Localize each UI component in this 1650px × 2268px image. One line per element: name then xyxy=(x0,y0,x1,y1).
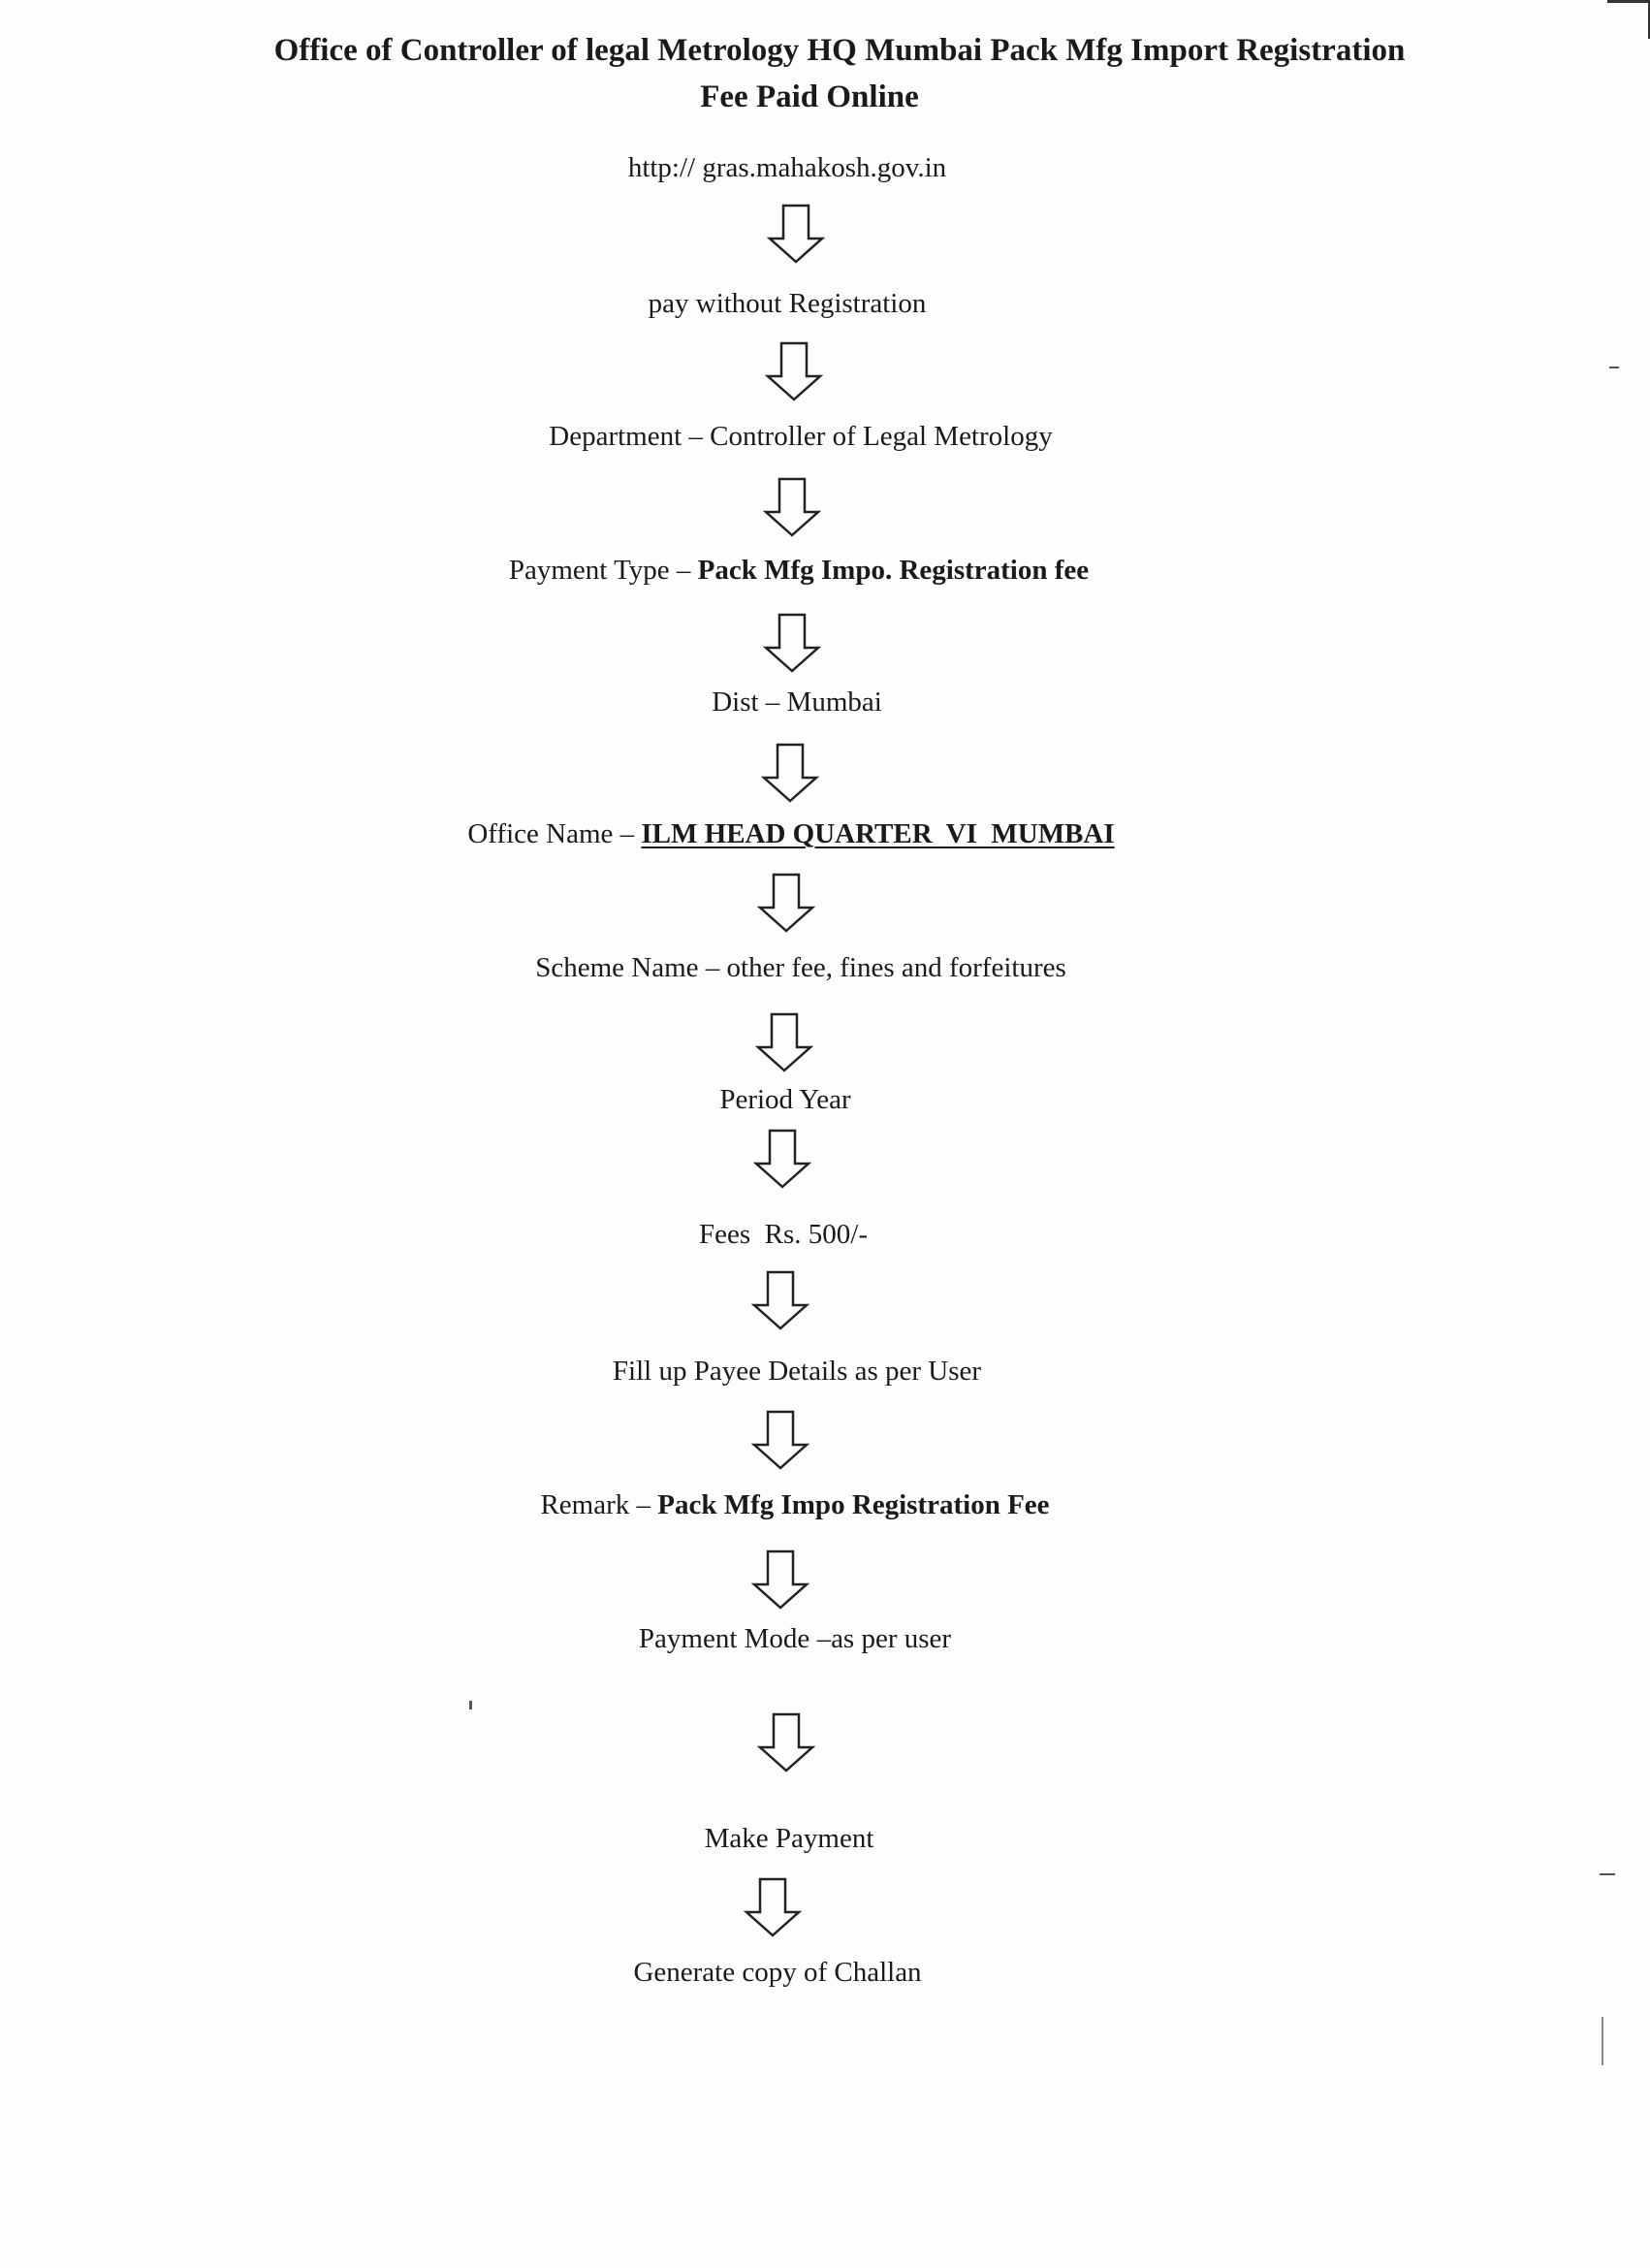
step-office-name-label: Office Name xyxy=(467,818,614,849)
step-payment-type-sep: – xyxy=(669,555,698,586)
step-department-sep: – xyxy=(682,421,711,452)
step-generate-challan-text: Generate copy of Challan xyxy=(633,1957,922,1988)
step-scheme-name xyxy=(0,950,1605,985)
step-payment-mode-value: as per user xyxy=(831,1623,952,1654)
flow-arrow-icon xyxy=(762,613,822,673)
flow-arrow-icon xyxy=(754,1012,814,1072)
step-period-year xyxy=(0,1082,1590,1117)
scan-speck xyxy=(469,1701,472,1709)
flow-arrow-icon xyxy=(756,873,816,933)
step-payment-mode-label: Payment Mode xyxy=(638,1623,810,1654)
scan-edge-mark xyxy=(1607,0,1650,3)
step-payment-type xyxy=(0,553,1603,588)
step-fees xyxy=(0,1217,1588,1252)
flow-arrow-icon xyxy=(750,1410,810,1470)
flow-arrow-icon xyxy=(760,743,820,803)
step-fees-value: Rs. 500/- xyxy=(764,1219,868,1250)
flow-arrow-icon xyxy=(764,341,824,401)
step-payee-details xyxy=(0,1354,1602,1389)
step-pay-text: pay without Registration xyxy=(648,288,927,319)
step-remark-value: Pack Mfg Impo Registration Fee xyxy=(657,1489,1050,1520)
step-make-payment xyxy=(0,1821,1594,1856)
step-department-value: Controller of Legal Metrology xyxy=(710,421,1053,452)
flow-arrow-icon xyxy=(743,1877,803,1937)
flow-arrow-icon xyxy=(762,477,822,537)
step-payment-type-label: Payment Type xyxy=(508,555,670,586)
step-district-value: Mumbai xyxy=(786,687,882,718)
step-district-sep: – xyxy=(758,687,787,718)
step-period-year-text: Period Year xyxy=(719,1084,851,1115)
step-office-name xyxy=(0,816,1596,851)
step-department xyxy=(0,419,1605,454)
step-department-label: Department xyxy=(549,421,682,452)
flow-arrow-icon xyxy=(756,1712,816,1773)
flow-arrow-icon xyxy=(750,1270,810,1330)
step-payment-mode-sep: – xyxy=(809,1623,832,1654)
step-district-label: Dist xyxy=(712,687,759,718)
step-make-payment-text: Make Payment xyxy=(704,1823,874,1854)
step-payment-mode xyxy=(0,1621,1600,1656)
step-office-name-sep: – xyxy=(613,818,642,849)
step-office-name-value: ILM HEAD QUARTER VI MUMBAI xyxy=(641,818,1115,849)
step-url-text: http:// gras.mahakosh.gov.in xyxy=(627,152,947,183)
step-payment-type-value: Pack Mfg Impo. Registration fee xyxy=(697,555,1090,586)
document-title: Office of Controller of legal Metrology HQ Mumbai Pack Mfg Import Registration xyxy=(273,33,1406,68)
step-pay-without-registration xyxy=(0,286,1592,321)
step-remark-sep: – xyxy=(629,1489,658,1520)
step-district xyxy=(0,685,1602,719)
step-payee-details-text: Fill up Payee Details as per User xyxy=(612,1356,982,1387)
step-fees-label: Fees xyxy=(698,1219,751,1250)
step-generate-challan xyxy=(0,1955,1582,1990)
step-remark-label: Remark xyxy=(540,1489,630,1520)
step-scheme-name-label: Scheme Name xyxy=(535,952,699,983)
step-url xyxy=(0,150,1592,185)
flow-arrow-icon xyxy=(752,1129,812,1189)
step-fees-sep xyxy=(750,1219,765,1250)
step-scheme-name-value: other fee, fines and forfeitures xyxy=(726,952,1066,983)
step-scheme-name-sep: – xyxy=(698,952,727,983)
scan-speck xyxy=(1602,2017,1603,2065)
step-remark xyxy=(0,1487,1600,1522)
flow-arrow-icon xyxy=(766,204,826,264)
document-subtitle: Fee Paid Online xyxy=(700,80,919,114)
scan-speck xyxy=(1600,1873,1615,1875)
flow-arrow-icon xyxy=(750,1549,810,1610)
scan-speck xyxy=(1609,367,1619,368)
